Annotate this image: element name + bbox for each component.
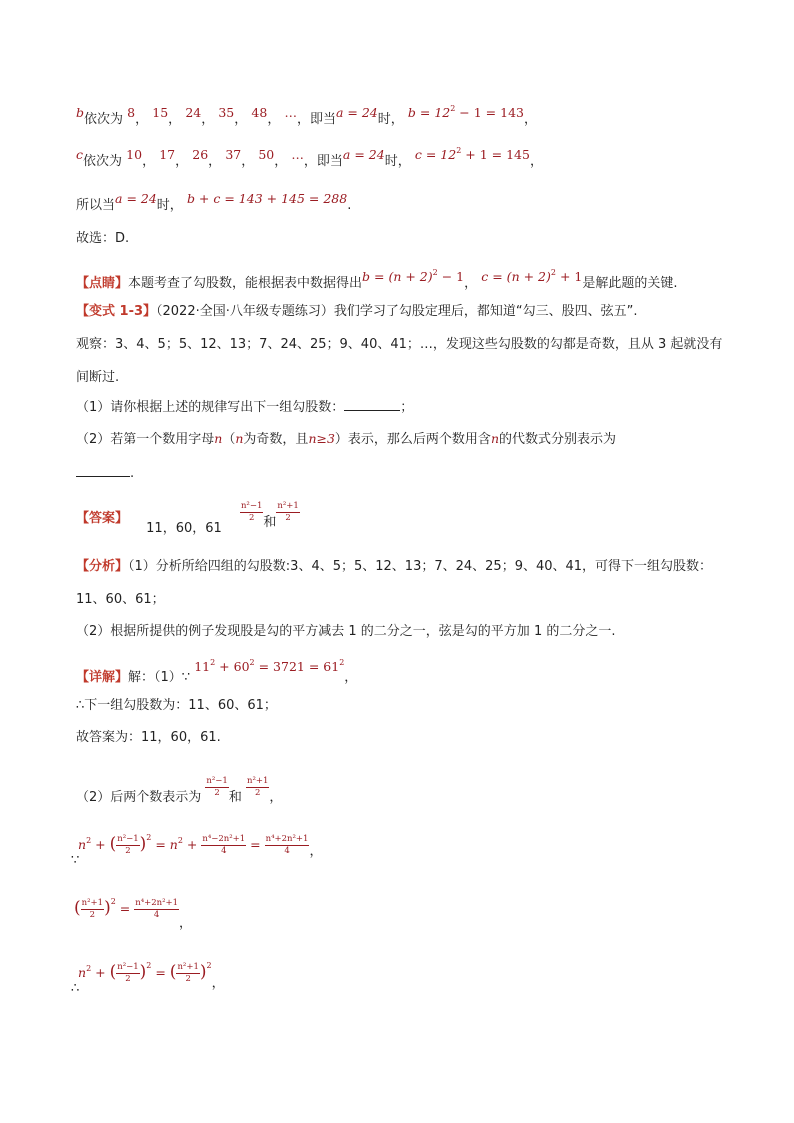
line-b-values: b依次为 8， 15， 24， 35， 48， …，即当a = 24时， $b = 12^2 - 1 = 143$， [76,104,537,127]
line-choice: 故选：D. [76,231,130,246]
detail-line-2: ∴下一组勾股数为：11、60、61； [76,698,277,713]
question-1: （1）请你根据上述的规律写出下一组勾股数： ； [76,400,414,415]
fraction-n2-plus-1: $\frac{\text{n²+1}}{2}$ [277,501,299,523]
fraction-b: $\frac{\text{n²+1}}{2}$ [81,898,104,920]
because-symbol: ∵ [71,853,80,868]
fraction-d: $\frac{\text{n⁴+2n²+1}}{4}$ [265,834,309,856]
question-2: （2）若第一个数用字母n（n为奇数，且n≥3）表示，那么后两个数用含n的代数式分别表示为 [76,431,617,447]
analysis-line-1: 【分析】（1）分析所给四组的勾股数:3、4、5；5、12、13；7、24、25；9、40、41，可得下一组勾股数： [76,559,713,574]
line-observe-cont: 间断过. [76,370,120,385]
line-variant-title: 【变式 1-3】（2022·全国·八年级专题练习）我们学习了勾股定理后，都知道“勾三、股四、弦五”. [76,304,638,319]
answer-blank-2[interactable] [76,464,130,477]
detail-line-4: （2）后两个数表示为 $\frac{\text{n²−1}}{2}$ 和 $\frac{\text{n²+1}}{2}$ ， [76,776,283,805]
fraction-b: $\frac{\text{n²+1}}{2}$ [177,962,199,984]
fraction-d: $\frac{\text{n⁴+2n²+1}}{4}$ [135,898,179,920]
equation-3: $n^2$ + ( $\frac{\text{n²−1}}{2}$ )$^2$ = ( $\frac{\text{n²+1}}{2}$ )$^2$， [78,961,225,991]
fraction-c: $\frac{\text{n⁴−2n²+1}}{4}$ [202,834,246,856]
line-observe: 观察：3、4、5；5、12、13；7、24、25；9、40、41；…，发现这些勾股数的勾都是奇数，且从 3 起就没有 [76,337,723,352]
equation-2: ( $\frac{\text{n²+1}}{2}$ )$^2$ = $\frac{\text{n⁴+2n²+1}}{4}$ ， [74,897,193,931]
fraction-a: $\frac{\text{n²−1}}{2}$ [117,962,139,984]
detail-line-1: 【详解】解：（1）∵ $11^2 + 60^2 = 3721 = 61^2$， [76,658,358,685]
therefore-symbol: ∴ [71,981,80,996]
line-sum: 所以当a = 24时， b + c = 143 + 145 = 288. [76,191,352,213]
answer-blank-1[interactable] [344,398,400,411]
fraction-a: $\frac{\text{n²−1}}{2}$ [206,776,228,798]
fraction-a: $\frac{\text{n²−1}}{2}$ [117,834,139,856]
question-2-blank: . [76,464,134,483]
equation-1: $n^2$ + ( $\frac{\text{n²−1}}{2}$ )$^2 = n^2$ + $\frac{\text{n⁴−2n²+1}}{4}$ = $\frac{\text{n⁴+2n²+1}}{4}$ ， [78,833,323,859]
fraction-n2-minus-1: $\frac{\text{n²−1}}{2}$ [240,501,263,523]
answer-line: 【答案】 11，60，61 $\frac{\text{n²−1}}{2}$ 和 $\frac{\text{n²+1}}{2}$ [76,501,299,536]
fraction-b: $\frac{\text{n²+1}}{2}$ [247,776,269,798]
analysis-line-3: （2）根据所提供的例子发现股是勾的平方减去 1 的二分之一，弦是勾的平方加 1 的二分之一. [76,624,616,639]
line-c-values: c依次为 10， 17， 26， 37， 50， …，即当a = 24时， $c = 12^2 + 1 = 145$， [76,146,543,169]
line-dianjing: 【点睛】本题考查了勾股数，能根据表中数据得出$b = (n + 2)^2 - 1$， $c = (n + 2)^2 + 1$是解此题的关键. [76,268,678,291]
analysis-line-2: 11、60、61； [76,592,165,607]
detail-line-3: 故答案为：11，60，61. [76,730,221,745]
